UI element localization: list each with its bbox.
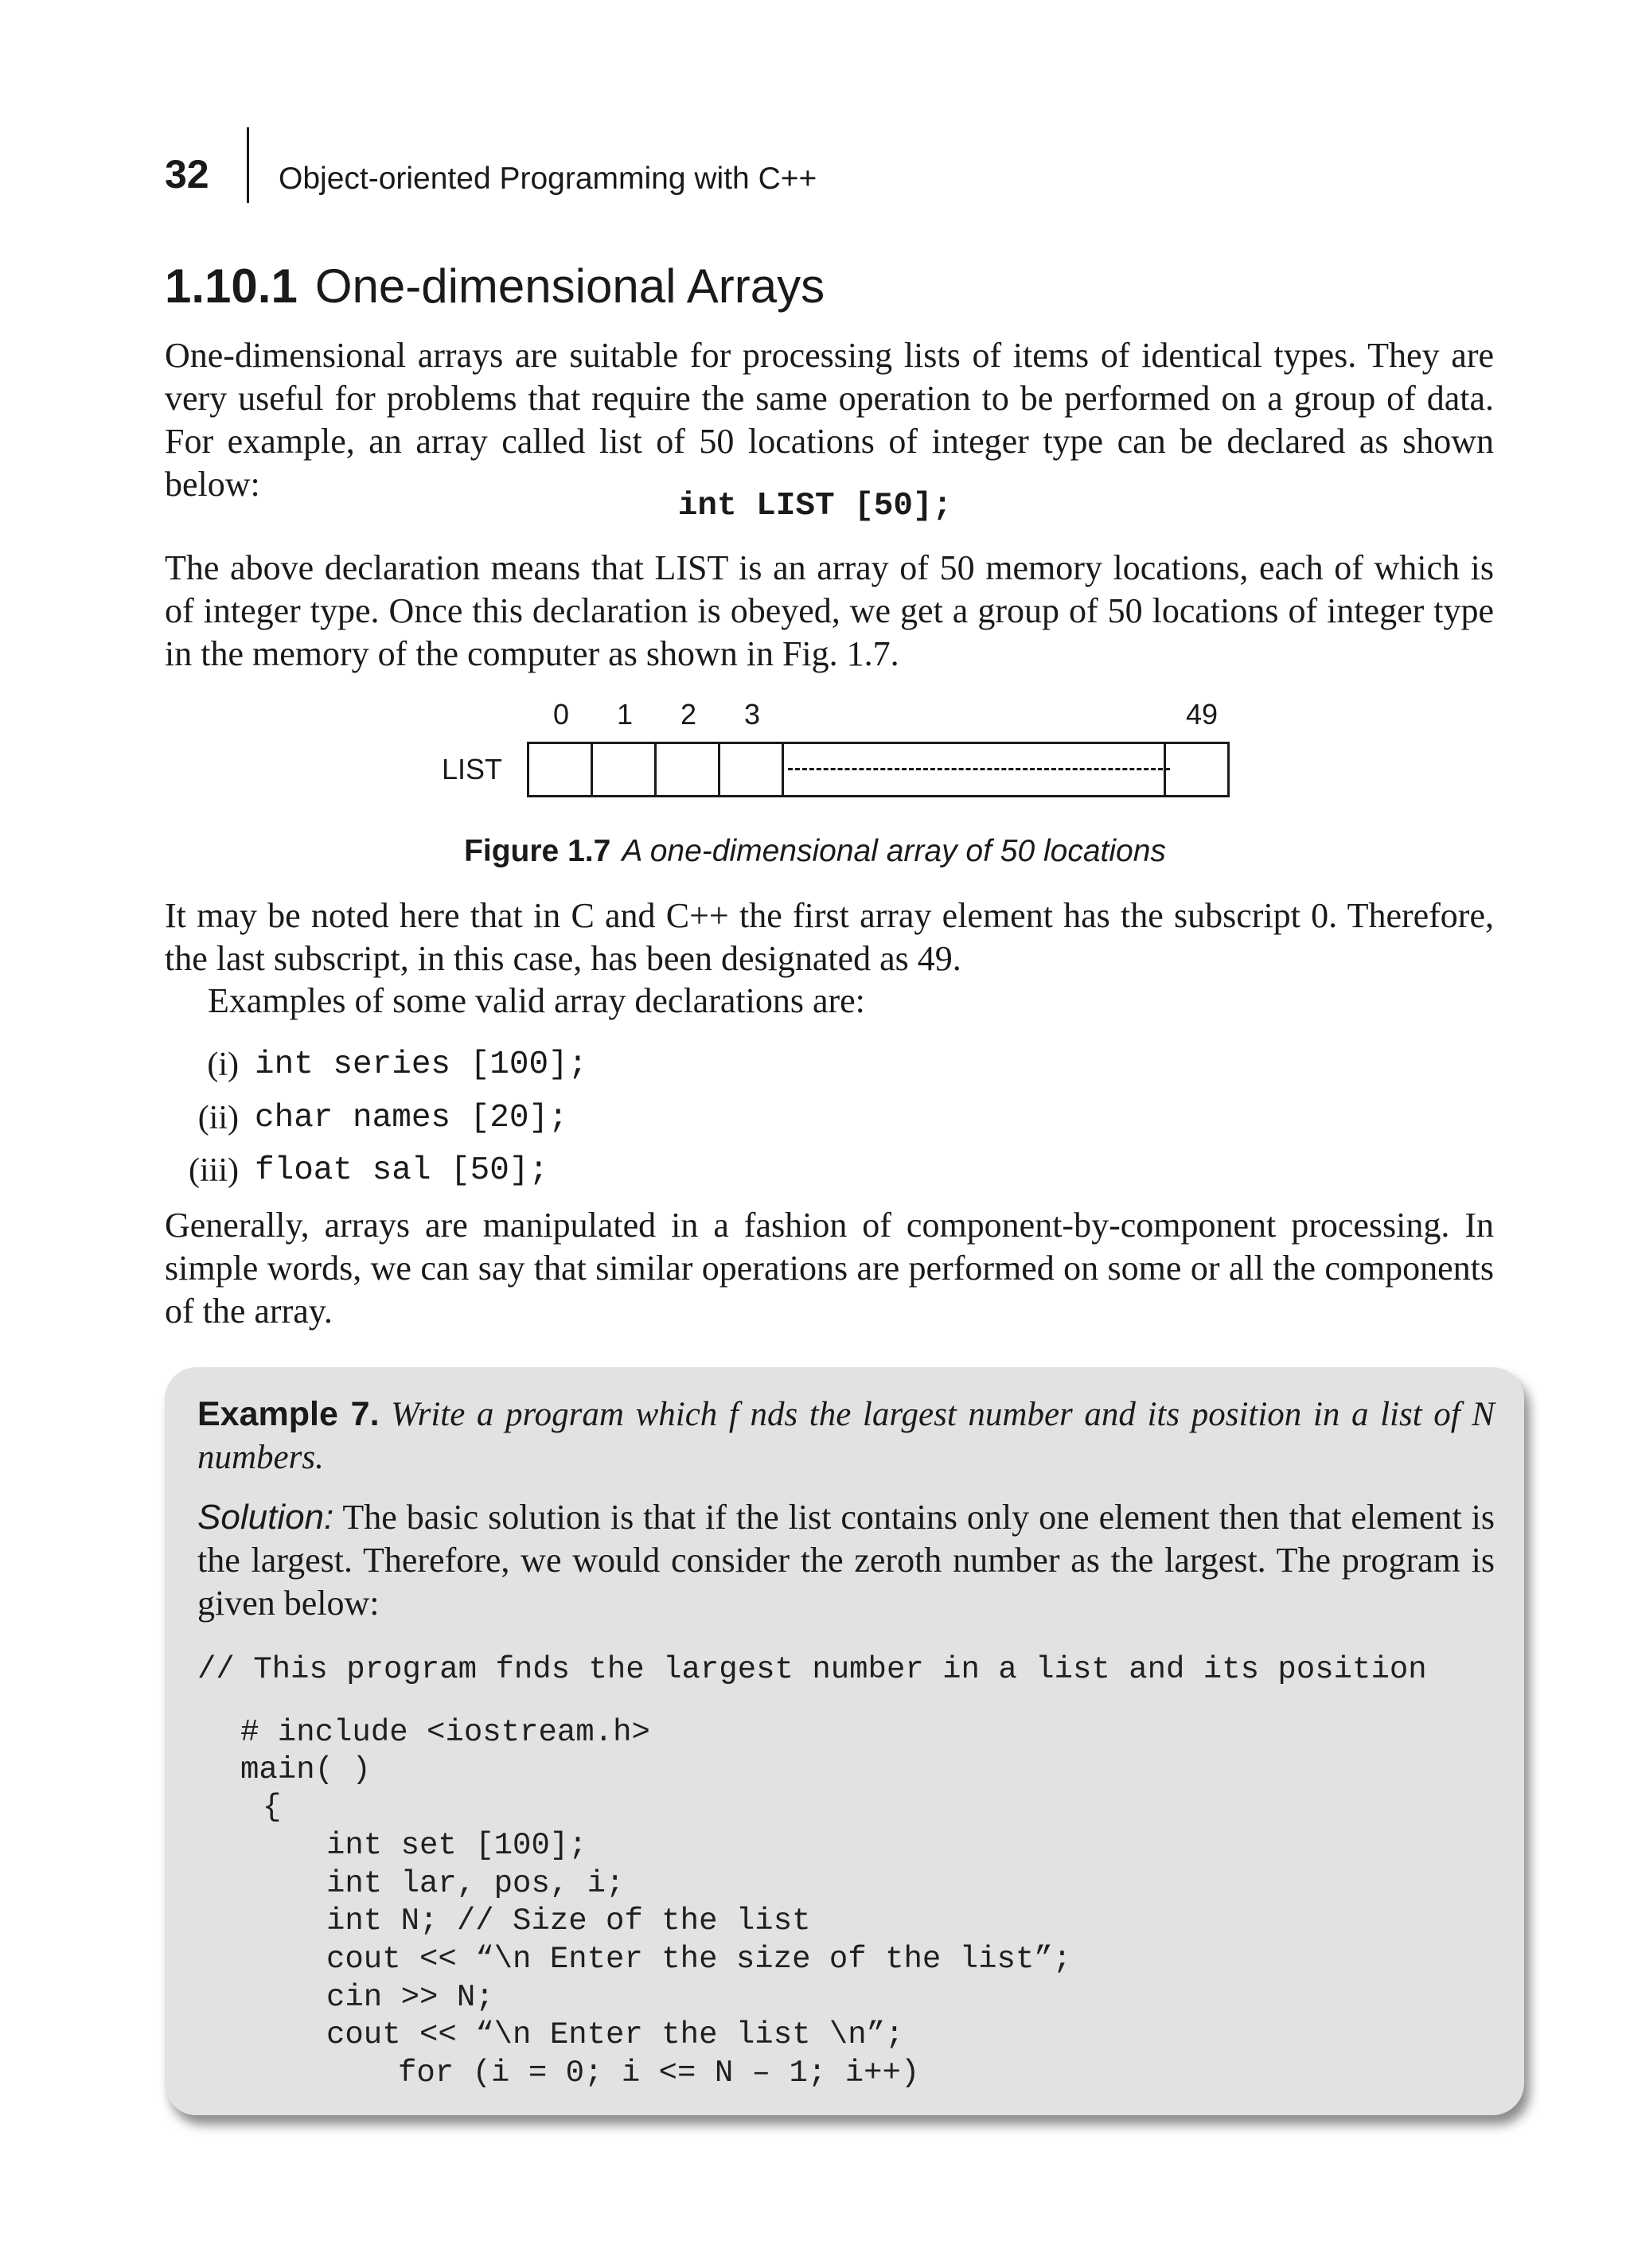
array-cell <box>1164 742 1230 797</box>
array-cell <box>527 742 593 797</box>
code-line: # include <iostream.h> <box>240 1715 650 1750</box>
solution-label: Solution: <box>197 1498 334 1537</box>
example-label: Example 7. <box>197 1395 380 1433</box>
list-code: int series [100]; <box>255 1046 588 1083</box>
code-line: cout << “\n Enter the list \n”; <box>326 2017 904 2052</box>
manipulation-paragraph: Generally, arrays are manipulated in a fashion of component-by-component processing. In simple words, we can say that similar operations are performed on some or all the components of the array. <box>165 1206 1494 1331</box>
section-heading <box>165 259 825 314</box>
code-line: int set [100]; <box>326 1828 587 1863</box>
section-title: One-dimensional Arrays <box>314 259 825 313</box>
figure-caption-text: A one-dimensional array of 50 locations <box>622 834 1166 868</box>
index-label: 3 <box>743 698 761 731</box>
index-label: 1 <box>616 698 634 731</box>
section-number: 1.10.1 <box>165 259 298 313</box>
subscript-paragraph: It may be noted here that in C and C++ the first array element has the subscript 0. Therefore, the last subscript, in this case, has been designated as 49. <box>165 896 1494 978</box>
code-line: for (i = 0; i <= N – 1; i++) <box>398 2056 920 2091</box>
examples-intro: Examples of some valid array declarations are: <box>208 981 865 1020</box>
example-question: Write a program which f nds the largest number and its position in a list of N numbers. <box>197 1396 1495 1476</box>
code-line: cout << “\n Enter the size of the list”; <box>326 1942 1072 1977</box>
array-cell <box>591 742 657 797</box>
figure-label: Figure 1.7 <box>464 834 611 868</box>
code-line: { <box>263 1790 282 1825</box>
solution-text: The basic solution is that if the list contains only one element then that element is the largest. Therefore, we would consider the zeroth number as the largest. The program is given below: <box>197 1498 1495 1623</box>
intro-paragraph: One-dimensional arrays are suitable for processing lists of items of identical types. They are very useful for problems that require the same operation to be performed on a group of data. For example, an array called list of 50 locations of integer type can be declared as shown below: <box>165 336 1494 504</box>
index-label: 49 <box>1185 698 1219 731</box>
explanation-paragraph: The above declaration means that LIST is an array of 50 memory locations, each of which is of integer type. Once this declaration is obeyed, we get a group of 50 locations of integer type in the memory of the computer as shown in Fig. 1.7. <box>165 548 1494 673</box>
list-code: float sal [50]; <box>255 1152 549 1189</box>
list-marker: (ii) <box>197 1100 239 1136</box>
list-code: char names [20]; <box>255 1100 568 1136</box>
example-heading <box>197 1393 1495 1479</box>
list-marker: (i) <box>207 1046 239 1083</box>
figure-caption <box>0 834 1630 869</box>
page-number: 32 <box>165 152 209 197</box>
book-title: Object-oriented Programming with C++ <box>279 162 817 196</box>
code-line: int N; // Size of the list <box>326 1904 811 1939</box>
code-line: cin >> N; <box>326 1980 494 2015</box>
index-label: 0 <box>552 698 570 731</box>
array-cell <box>718 742 784 797</box>
header-divider <box>247 127 249 203</box>
declaration-code: int LIST [50]; <box>677 488 953 524</box>
code-line: // This program fnds the largest number in a list and its position <box>197 1652 1427 1687</box>
array-name-label: LIST <box>442 753 503 785</box>
code-line: int lar, pos, i; <box>326 1866 625 1901</box>
array-cell <box>654 742 720 797</box>
solution-paragraph <box>197 1496 1495 1625</box>
ellipsis-dashed-line <box>788 768 1170 770</box>
list-marker: (iii) <box>189 1152 239 1189</box>
index-label: 2 <box>680 698 697 731</box>
code-line: main( ) <box>240 1752 371 1787</box>
